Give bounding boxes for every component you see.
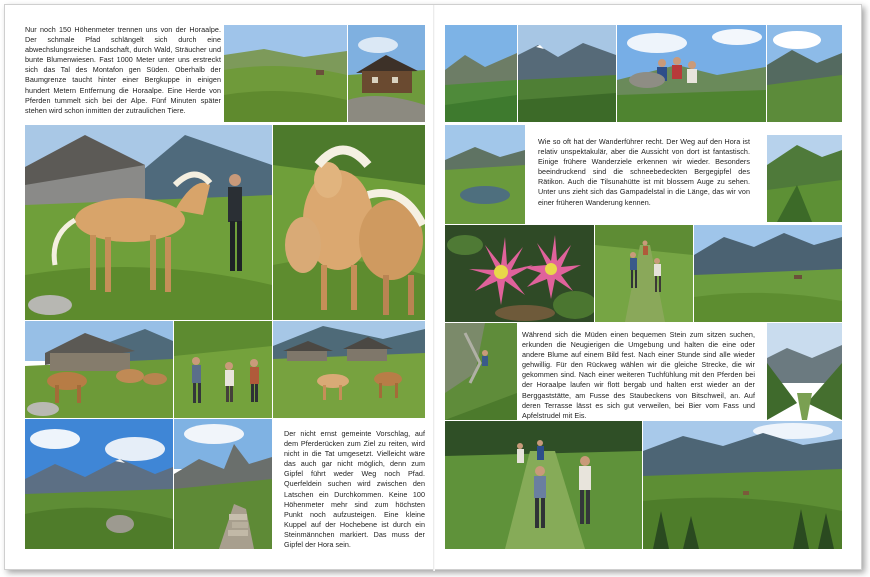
- left-text-block-1: Nur noch 150 Höhenmeter trennen uns von der Horaalpe. Der schmale Pfad schlängelt sich durch eine abwechslungsreiche Landschaft, durch Wald, Sträucher und bunte Blumenwiesen. Fast 1000 Meter unter uns erstreckt sich das Tal des Montafon gen Süden. Oberhalb der Baumgrenze taucht hinter einer Bergkuppe in einigen hundert Metern Entfernung die Horaalpe. Eine Herde von Pferden tummelt sich bei der Alpe. Fünf Minuten später stehen wird schon inmitten der zutraulichen Tiere.: [25, 25, 221, 115]
- photo-hut-with-horses: [25, 321, 173, 418]
- photo-green-mountain: [767, 135, 842, 222]
- photo-group-on-summit: [617, 25, 766, 122]
- left-page: [5, 5, 434, 571]
- photo-hikers-trail: [595, 225, 693, 322]
- photo-rocky-path: [445, 323, 517, 420]
- photo-horse-and-hiker: [25, 125, 272, 320]
- photo-book-spread: [4, 4, 862, 570]
- photo-two-horses: [273, 125, 425, 320]
- photo-forest-valley: [643, 421, 842, 549]
- photo-hikers-descending: [445, 421, 642, 549]
- photo-deep-valley: [767, 323, 842, 420]
- photo-mountain-range: [518, 25, 616, 122]
- photo-pink-flowers: [445, 225, 594, 322]
- photo-hikers-meadow: [174, 321, 272, 418]
- photo-alp-huts-horses: [273, 321, 425, 418]
- photo-mountain-panorama: [25, 419, 173, 549]
- photo-valley-view: [445, 25, 517, 122]
- photo-alp-hut: [348, 25, 425, 122]
- photo-alpine-valley: [767, 25, 842, 122]
- right-page: [434, 5, 863, 571]
- left-text-block-2: Der nicht ernst gemeinte Vorschlag, auf dem Pferderücken zum Ziel zu reiten, wird nicht in die Tat umgesetzt. Vielleicht wäre das auch gar nicht möglich, denn zum Gipfel führt weder Weg noch Pfad. Querfeldein suchen wird zwischen den Latschen ein Durchkommen. Keine 100 Höhenmeter mehr sind zum höchsten Punkt noch aufzusteigen. Eine kleine Kuppel auf der Hochebene ist durch ein Steinmännchen markiert. Das muss der Gipfel der Hora sein.: [284, 429, 425, 550]
- photo-mountain-lake: [445, 125, 525, 224]
- right-text-block-2: Während sich die Müden einen bequemen Stein zum sitzen suchen, erkunden die Neugierigen die Umgebung und halten die eine oder andere Blume auf einem Bild fest. Nach einer Stunde sind alle wieder gehwillig. Für den Rückweg wählen wir die gleiche Strecke, die wir gekommen sind. Nach einer weiteren Tuchfühlung mit den Pferden bei der Horaalpe laufen wir flott bergab und halten erst wieder an der Berggaststätte, am Fusse des Staubeckens von Bitschweil, an. Auf deren Terrasse lässt es sich gut verweilen, bei Bier vom Fass und Apfelstrudel mit Eis.: [522, 330, 755, 420]
- photo-meadow-slope: [224, 25, 347, 122]
- photo-mountain-ridge: [694, 225, 842, 322]
- photo-peak-cairn: [174, 419, 272, 549]
- right-text-block-1: Wie so oft hat der Wanderführer recht. Der Weg auf den Hora ist relativ unspektakulär, aber die Aussicht von dort ist fantastisch. Einige frühere Wanderziele erkennen wir wieder. Besonders beeindruckend sind die schneebedeckten Bergegipfel des Rätikon. Auch die Tilsunahütte ist mit blossem Auge zu sehen. Unter uns zieht sich das Gampadelstal in die Länge, das wir von einer früheren Wanderung kennen.: [538, 137, 750, 207]
